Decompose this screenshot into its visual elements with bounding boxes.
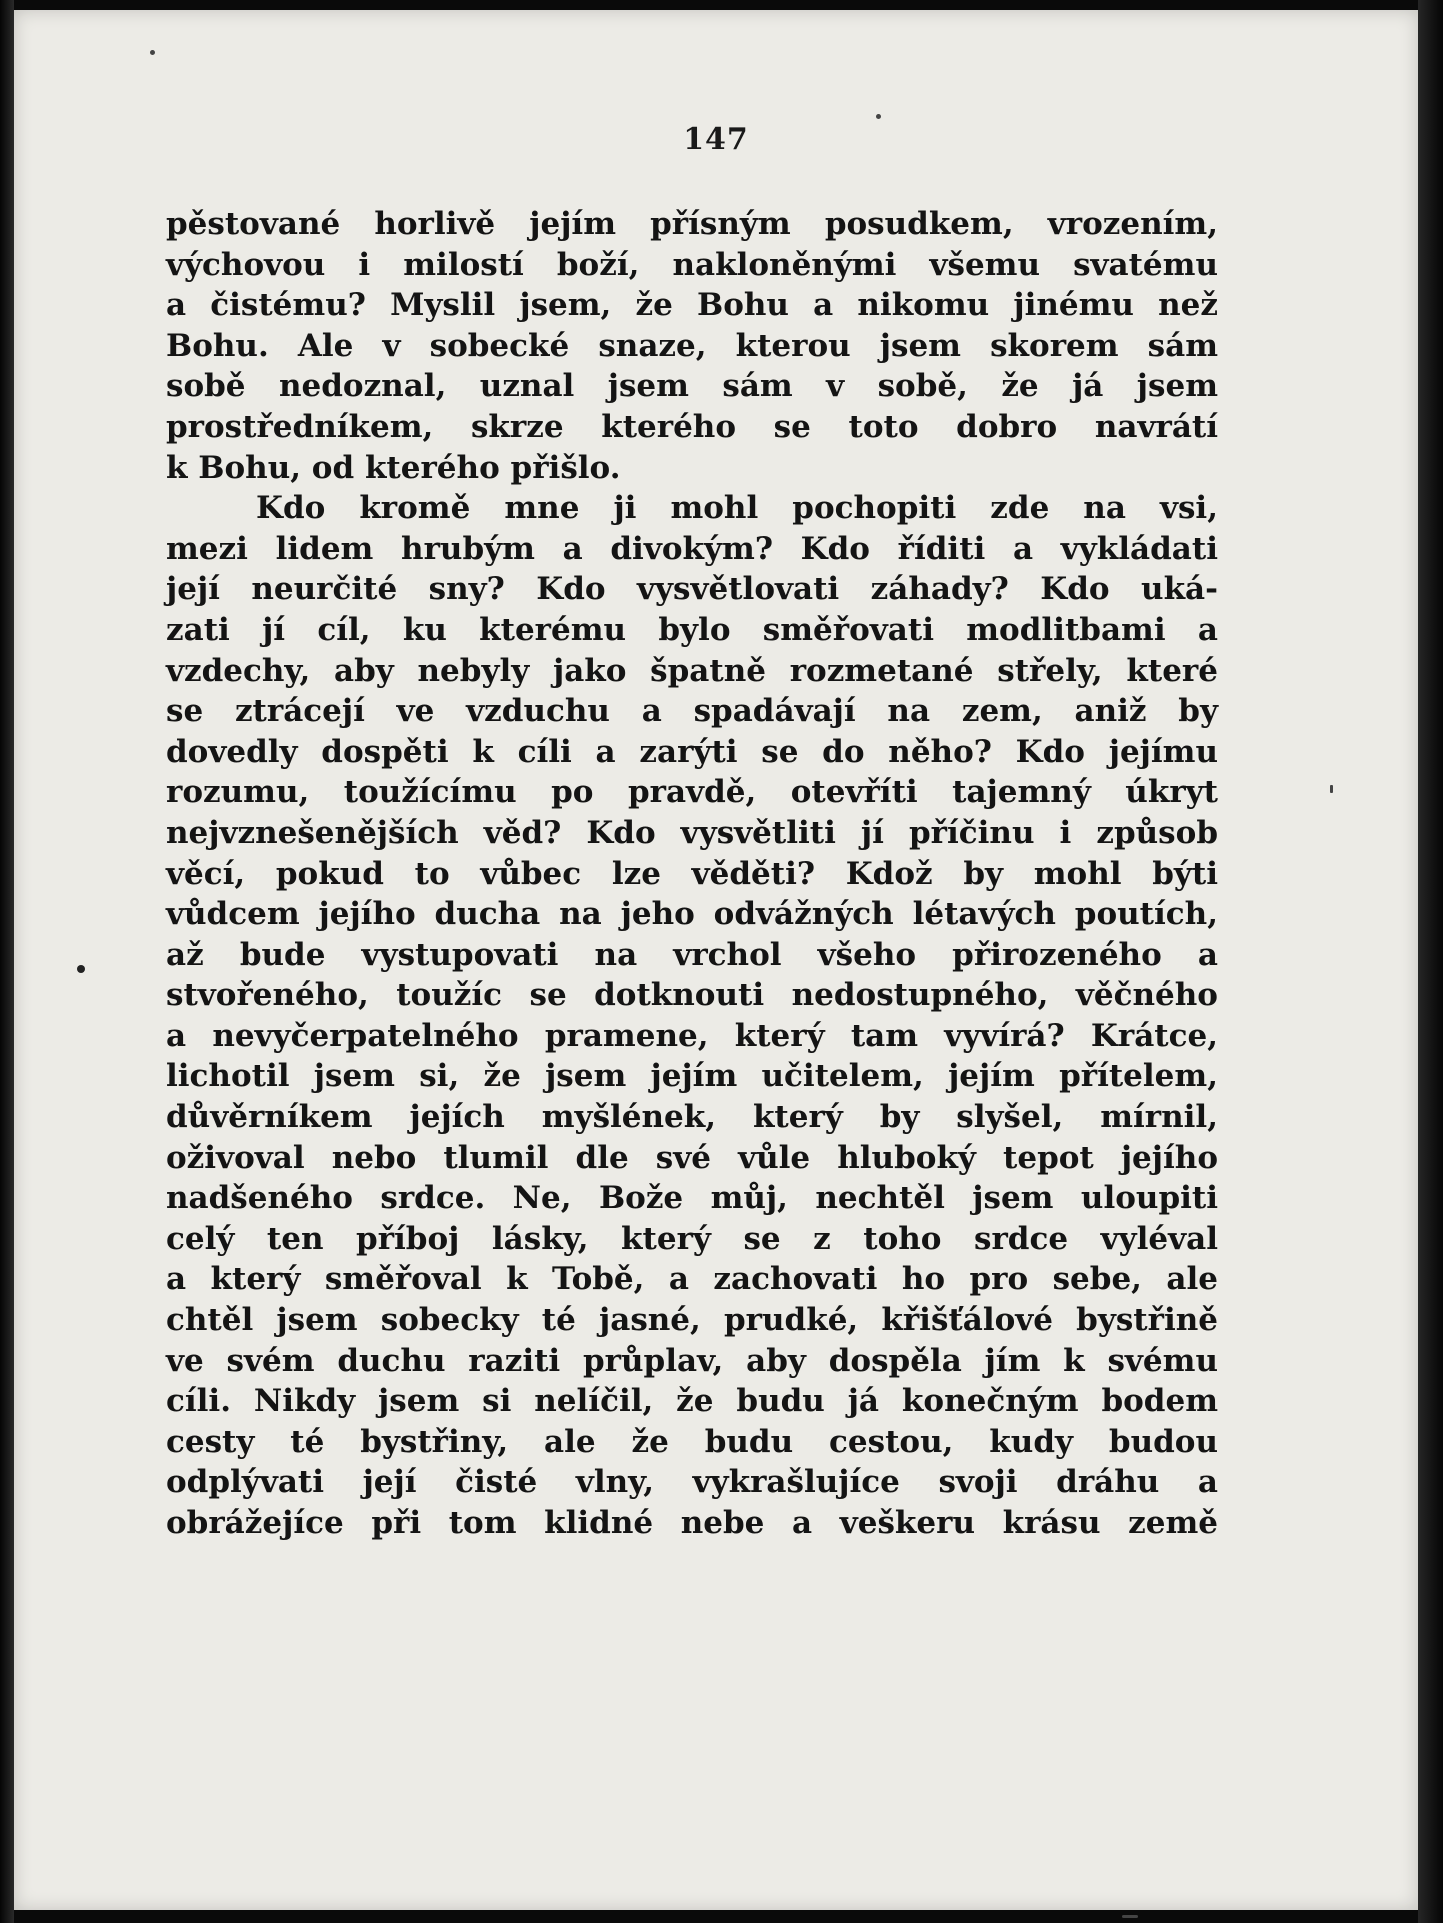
scan-speck	[77, 965, 85, 973]
text-line: chtěl jsem sobecky té jasné, prudké, křišťálové bystřině	[166, 1302, 1218, 1339]
text-line: zati jí cíl, ku kterému bylo směřovati modlitbami a	[166, 611, 1218, 648]
text-line: celý ten příboj lásky, který se z toho srdce vyléval	[166, 1220, 1218, 1257]
text-line: dovedly dospěti k cíli a zarýti se do něho? Kdo jejímu	[166, 733, 1218, 770]
scan-left-edge	[0, 0, 14, 1923]
text-line: nadšeného srdce. Ne, Bože můj, nechtěl jsem uloupiti	[166, 1180, 1218, 1217]
text-line: sobě nedoznal, uznal jsem sám v sobě, že já jsem	[166, 368, 1218, 405]
body-text	[166, 204, 1218, 1544]
book-page	[14, 10, 1418, 1910]
text-line: rozumu, toužícímu po pravdě, otevříti tajemný úkryt	[166, 774, 1218, 811]
text-line: a nevyčerpatelného pramene, který tam vyvírá? Krátce,	[166, 1017, 1218, 1054]
text-line: prostředníkem, skrze kterého se toto dobro navrátí	[166, 408, 1218, 445]
text-line: stvořeného, toužíc se dotknouti nedostupného, věčného	[166, 977, 1218, 1014]
text-line: cíli. Nikdy jsem si nelíčil, že budu já konečným bodem	[166, 1383, 1218, 1420]
text-line: oživoval nebo tlumil dle své vůle hluboký tepot jejího	[166, 1139, 1218, 1176]
text-line: její neurčité sny? Kdo vysvětlovati záhady? Kdo uká-	[166, 571, 1218, 608]
text-line: mezi lidem hrubým a divokým? Kdo říditi a vykládati	[166, 530, 1218, 567]
scan-speck	[1122, 1915, 1138, 1918]
text-line: a čistému? Myslil jsem, že Bohu a nikomu jinému než	[166, 287, 1218, 324]
scan-speck	[1330, 785, 1333, 793]
text-line: a který směřoval k Tobě, a zachovati ho pro sebe, ale	[166, 1261, 1218, 1298]
text-line: lichotil jsem si, že jsem jejím učitelem, jejím přítelem,	[166, 1058, 1218, 1095]
paragraph-start-line: Kdo kromě mne ji mohl pochopiti zde na vsi,	[256, 490, 1218, 527]
scan-speck	[150, 50, 155, 55]
paragraph-end-line: k Bohu, od kterého přišlo.	[166, 449, 621, 486]
text-line: vůdcem jejího ducha na jeho odvážných létavých poutích,	[166, 896, 1218, 933]
text-line: cesty té bystřiny, ale že budu cestou, kudy budou	[166, 1423, 1218, 1460]
text-line: až bude vystupovati na vrchol všeho přirozeného a	[166, 936, 1218, 973]
page-number: 147	[683, 122, 749, 157]
text-line: důvěrníkem jejích myšlének, který by slyšel, mírnil,	[166, 1099, 1218, 1136]
text-line: výchovou i milostí boží, nakloněnými všemu svatému	[166, 246, 1218, 283]
text-line: Bohu. Ale v sobecké snaze, kterou jsem skorem sám	[166, 327, 1218, 364]
text-line: nejvznešenějších věd? Kdo vysvětliti jí příčinu i způsob	[166, 814, 1218, 851]
text-line: se ztrácejí ve vzduchu a spadávají na zem, aniž by	[166, 693, 1218, 730]
text-line: pěstované horlivě jejím přísným posudkem, vrozením,	[166, 206, 1218, 242]
text-line: ve svém duchu raziti průplav, aby dospěla jím k svému	[166, 1342, 1218, 1379]
scan-right-edge	[1418, 0, 1443, 1923]
text-line: obrážejíce při tom klidné nebe a veškeru krásu země	[166, 1505, 1218, 1541]
text-line: odplývati její čisté vlny, vykrašlujíce svoji dráhu a	[166, 1464, 1218, 1501]
scan-speck	[876, 114, 881, 119]
text-line: věcí, pokud to vůbec lze věděti? Kdož by mohl býti	[166, 855, 1218, 892]
text-line: vzdechy, aby nebyly jako špatně rozmetané střely, které	[166, 652, 1218, 689]
